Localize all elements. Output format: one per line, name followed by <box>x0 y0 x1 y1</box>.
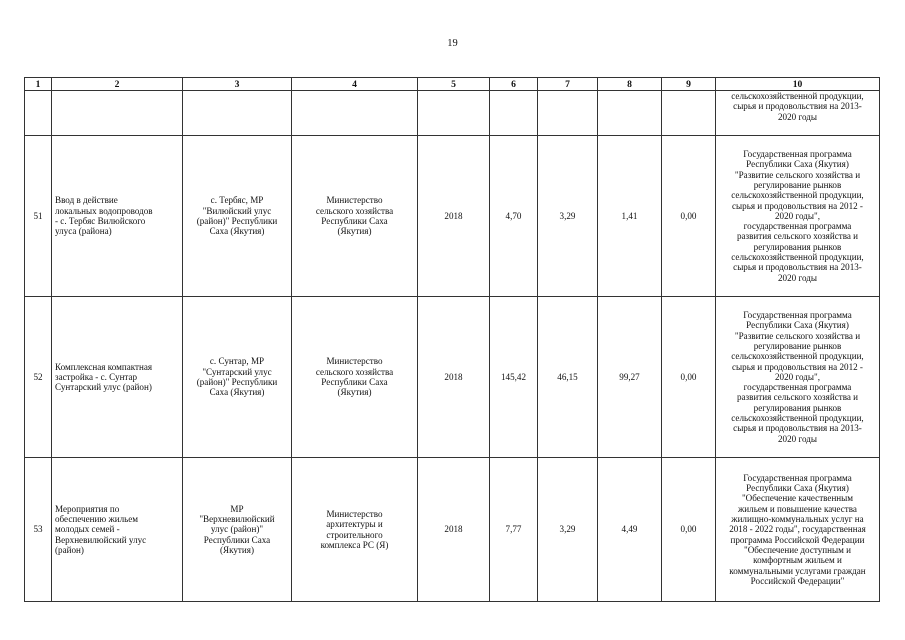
ministry-cell: Министерство сельского хозяйства Республики Саха (Якутия) <box>292 297 418 458</box>
header-cell: 8 <box>598 78 662 91</box>
header-cell: 7 <box>538 78 598 91</box>
program-cell: Государственная программа Республики Саха (Якутия) "Обеспечение качественным жильем и повышение качества жилищно-коммунальных услуг на 2018 - 2022 годы", государственная программа Российской Федерации "Обеспечение доступным и комфортным жильем и коммунальными услугами граждан Российской Федерации" <box>716 458 880 602</box>
location-cell: МР "Верхневилюйский улус (район)" Республики Саха (Якутия) <box>183 458 292 602</box>
ministry-cell: Министерство сельского хозяйства Республики Саха (Якутия) <box>292 136 418 297</box>
table-row <box>25 458 880 602</box>
year-cell: 2018 <box>418 136 490 297</box>
page-number: 19 <box>447 38 458 49</box>
header-cell: 4 <box>292 78 418 91</box>
value-cell: 4,49 <box>598 458 662 602</box>
header-cell: 6 <box>490 78 538 91</box>
value-cell: 0,00 <box>662 136 716 297</box>
value-cell: 145,42 <box>490 297 538 458</box>
table-cell <box>25 91 52 136</box>
location-cell: с. Сунтар, МР "Сунтарский улус (район)" Республики Саха (Якутия) <box>183 297 292 458</box>
year-cell: 2018 <box>418 297 490 458</box>
table-row <box>25 297 880 458</box>
value-cell: 3,29 <box>538 458 598 602</box>
table-cell <box>292 91 418 136</box>
object-name-cell: Мероприятия по обеспечению жильем молодых семей - Верхневилюйский улус (район) <box>52 458 183 602</box>
program-cell: Государственная программа Республики Саха (Якутия) "Развитие сельского хозяйства и регулирование рынков сельскохозяйственной продукции, сырья и продовольствия на 2012 - 2020 годы", государственная программа развития сельского хозяйства и регулирования рынков сельскохозяйственной продукции, сырья и продовольствия на 2013- 2020 годы <box>716 136 880 297</box>
table-cell <box>183 91 292 136</box>
program-cell: сельскохозяйственной продукции, сырья и продовольствия на 2013- 2020 годы <box>716 91 880 136</box>
program-cell: Государственная программа Республики Саха (Якутия) "Развитие сельского хозяйства и регулирование рынков сельскохозяйственной продукции, сырья и продовольствия на 2012 - 2020 годы", государственная программа развития сельского хозяйства и регулирования рынков сельскохозяйственной продукции, сырья и продовольствия на 2013- 2020 годы <box>716 297 880 458</box>
table-header-row <box>25 78 880 91</box>
year-cell: 2018 <box>418 458 490 602</box>
header-cell: 9 <box>662 78 716 91</box>
table-row <box>25 136 880 297</box>
value-cell: 1,41 <box>598 136 662 297</box>
table-cell <box>598 91 662 136</box>
table-cell <box>662 91 716 136</box>
header-cell: 5 <box>418 78 490 91</box>
row-number: 53 <box>25 458 52 602</box>
value-cell: 3,29 <box>538 136 598 297</box>
table-cell <box>418 91 490 136</box>
value-cell: 7,77 <box>490 458 538 602</box>
location-cell: с. Тербяс, МР "Вилюйский улус (район)" Республики Саха (Якутия) <box>183 136 292 297</box>
value-cell: 46,15 <box>538 297 598 458</box>
header-cell: 2 <box>52 78 183 91</box>
ministry-cell: Министерство архитектуры и строительного комплекса РС (Я) <box>292 458 418 602</box>
header-cell: 10 <box>716 78 880 91</box>
header-cell: 1 <box>25 78 52 91</box>
table-cell <box>52 91 183 136</box>
header-cell: 3 <box>183 78 292 91</box>
data-table <box>24 77 880 602</box>
row-number: 51 <box>25 136 52 297</box>
table-cell <box>490 91 538 136</box>
table-cell <box>538 91 598 136</box>
row-number: 52 <box>25 297 52 458</box>
continuation-row <box>25 91 880 136</box>
value-cell: 4,70 <box>490 136 538 297</box>
value-cell: 99,27 <box>598 297 662 458</box>
value-cell: 0,00 <box>662 458 716 602</box>
value-cell: 0,00 <box>662 297 716 458</box>
object-name-cell: Комплексная компактная застройка - с. Сунтар Сунтарский улус (район) <box>52 297 183 458</box>
object-name-cell: Ввод в действие локальных водопроводов - с. Тербяс Вилюйского улуса (района) <box>52 136 183 297</box>
